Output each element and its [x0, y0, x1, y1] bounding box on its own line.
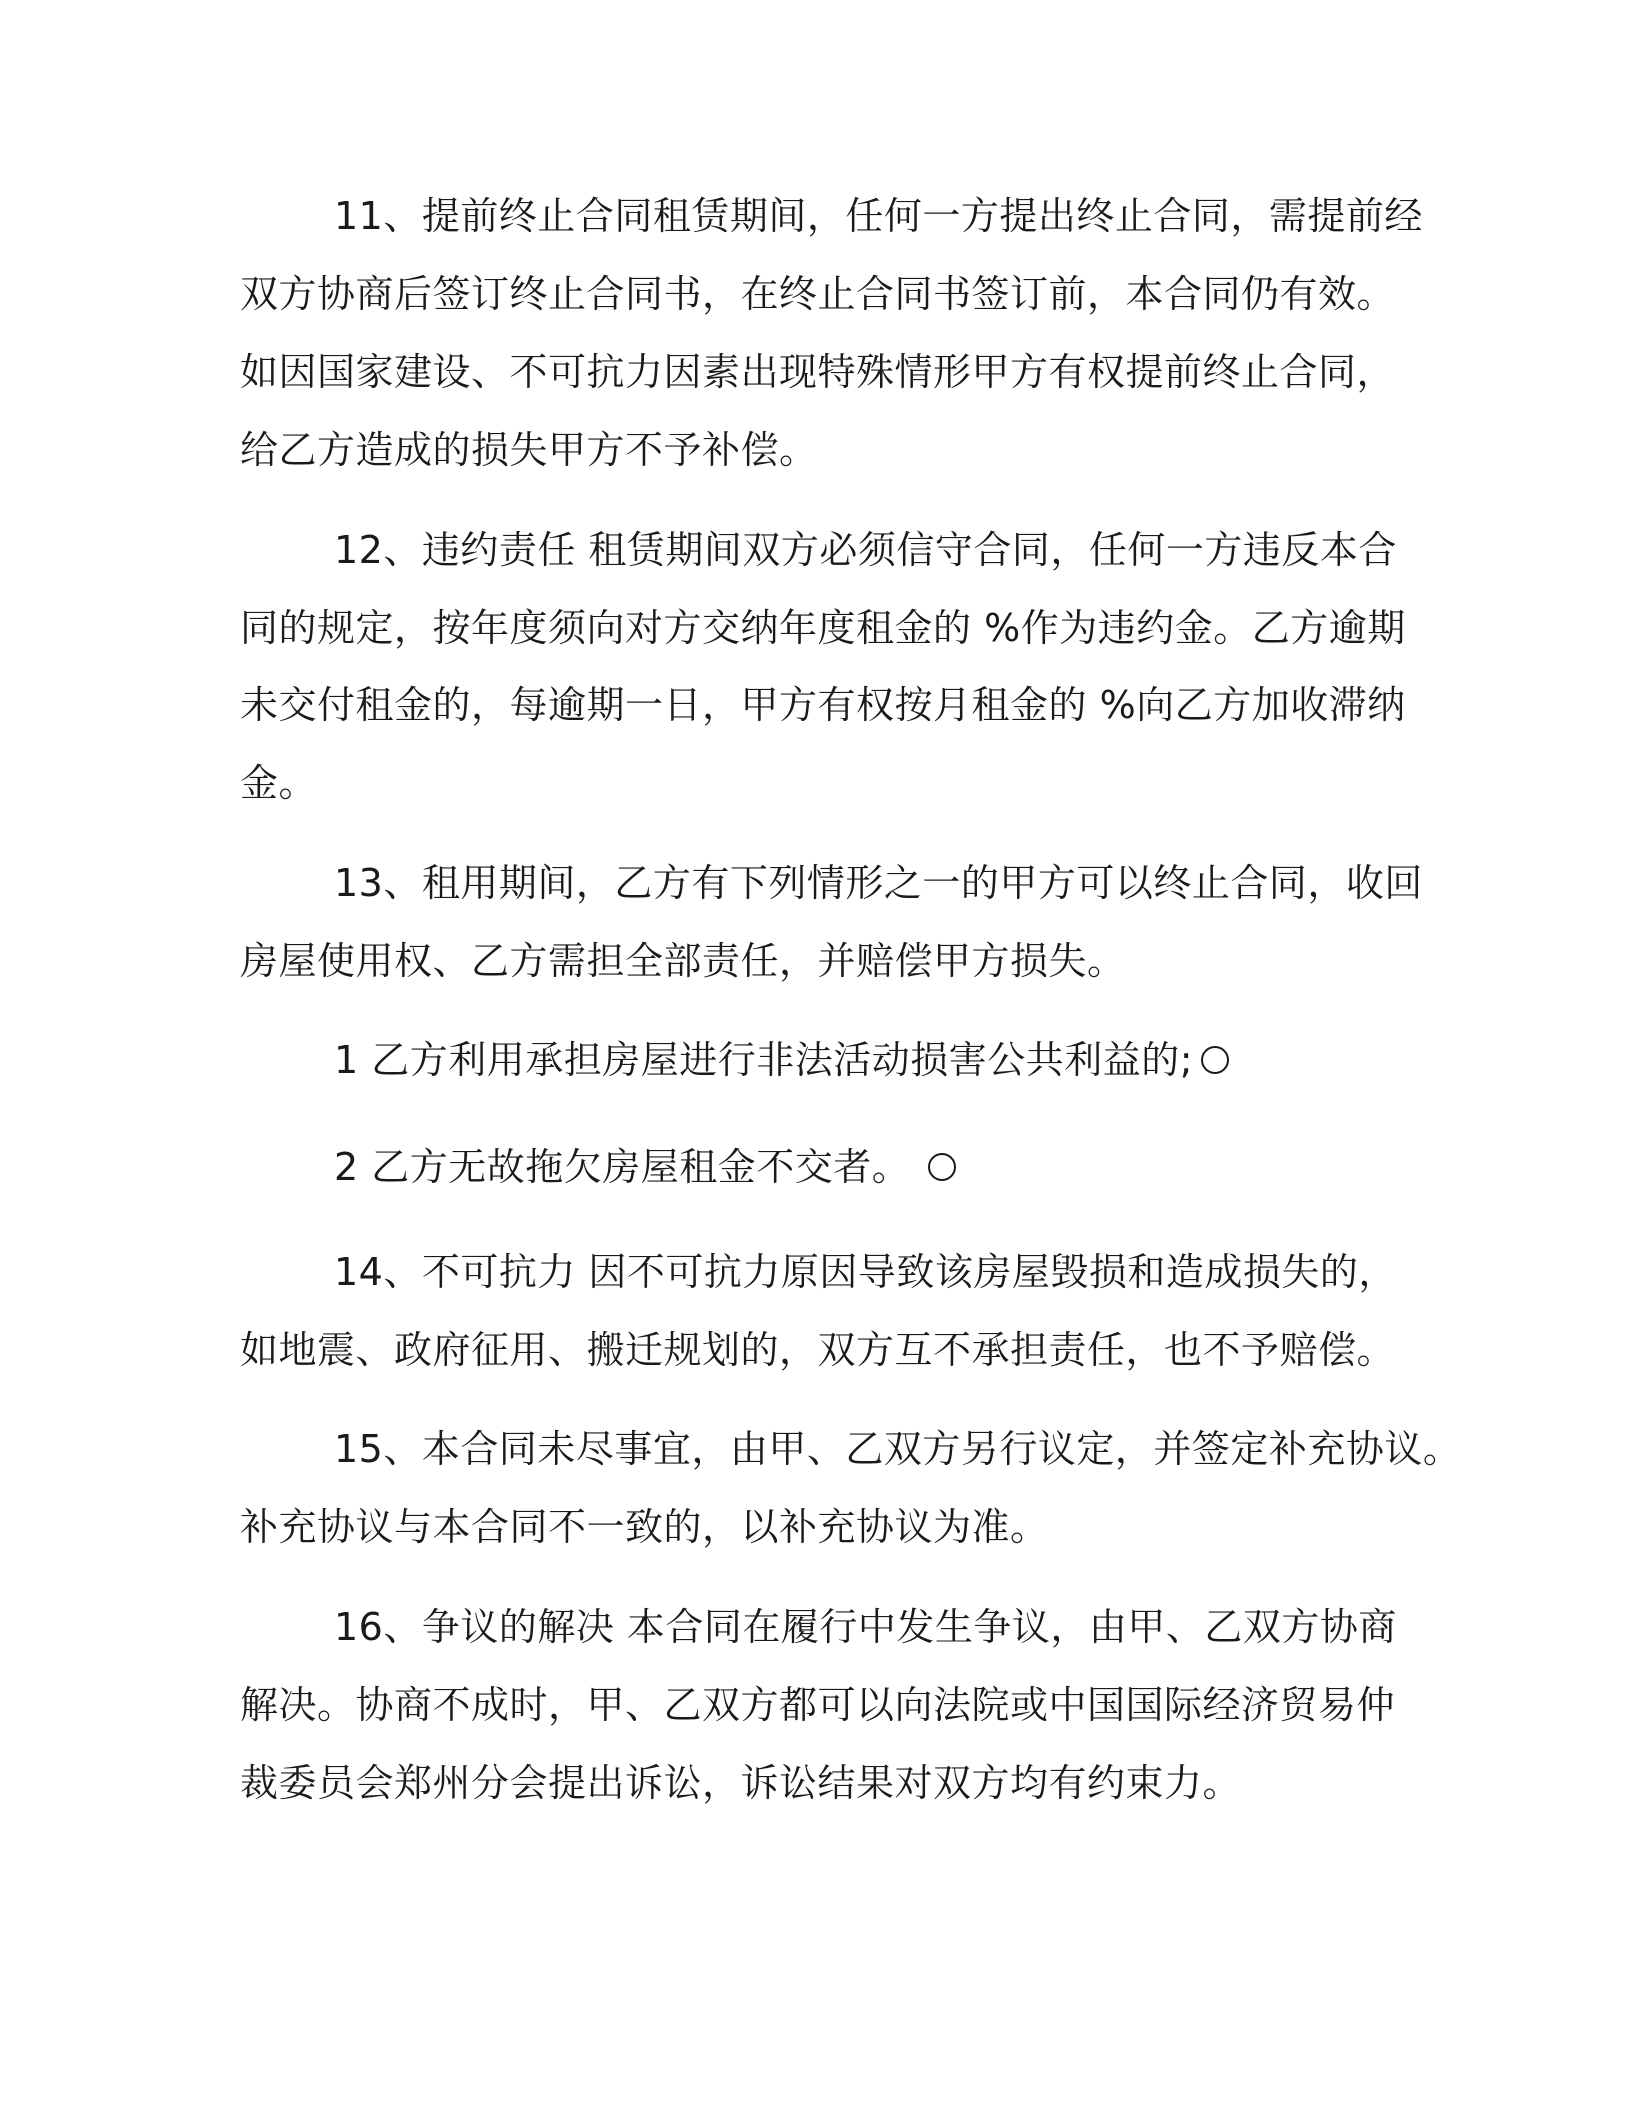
clause-13-item-1-text: 1 乙方利用承担房屋进行非法活动损害公共利益的; [334, 1038, 1194, 1082]
clause-13-item-2 [334, 1145, 956, 1189]
clause-11-line-4: 给乙方造成的损失甲方不予补偿。 [240, 428, 818, 472]
clause-14-line-2: 如地震、政府征用、搬迁规划的，双方互不承担责任，也不予赔偿。 [240, 1328, 1396, 1372]
clause-12-line-2: 同的规定，按年度须向对方交纳年度租金的 %作为违约金。乙方逾期 [240, 606, 1406, 650]
clause-16-line-2: 解决。协商不成时，甲、乙双方都可以向法院或中国国际经济贸易仲 [240, 1683, 1396, 1727]
clause-13-item-1 [334, 1038, 1229, 1082]
clause-16-line-3: 裁委员会郑州分会提出诉讼，诉讼结果对双方均有约束力。 [240, 1761, 1242, 1805]
clause-14-line-1: 14、不可抗力 因不可抗力原因导致该房屋毁损和造成损失的， [334, 1250, 1397, 1294]
clause-12-line-3: 未交付租金的，每逾期一日，甲方有权按月租金的 %向乙方加收滞纳 [240, 683, 1406, 727]
clause-12-line-4: 金。 [240, 761, 318, 805]
clause-13-item-2-text: 2 乙方无故拖欠房屋租金不交者。 [334, 1145, 911, 1189]
clause-11-line-2: 双方协商后签订终止合同书，在终止合同书签订前，本合同仍有效。 [240, 272, 1396, 316]
circle-mark-icon [1201, 1046, 1229, 1074]
clause-13-line-2: 房屋使用权、乙方需担全部责任，并赔偿甲方损失。 [240, 939, 1126, 983]
clause-15-line-2: 补充协议与本合同不一致的，以补充协议为准。 [240, 1505, 1049, 1549]
clause-15-line-1: 15、本合同未尽事宜，由甲、乙双方另行议定，并签定补充协议。 [334, 1427, 1462, 1471]
clause-12-line-1: 12、违约责任 租赁期间双方必须信守合同，任何一方违反本合 [334, 528, 1397, 572]
clause-11-line-3: 如因国家建设、不可抗力因素出现特殊情形甲方有权提前终止合同， [240, 350, 1396, 394]
circle-mark-icon [928, 1153, 956, 1181]
clause-16-line-1: 16、争议的解决 本合同在履行中发生争议，由甲、乙双方协商 [334, 1605, 1397, 1649]
clause-11-line-1: 11、提前终止合同租赁期间，任何一方提出终止合同，需提前经 [334, 194, 1423, 238]
clause-13-line-1: 13、租用期间，乙方有下列情形之一的甲方可以终止合同，收回 [334, 861, 1423, 905]
